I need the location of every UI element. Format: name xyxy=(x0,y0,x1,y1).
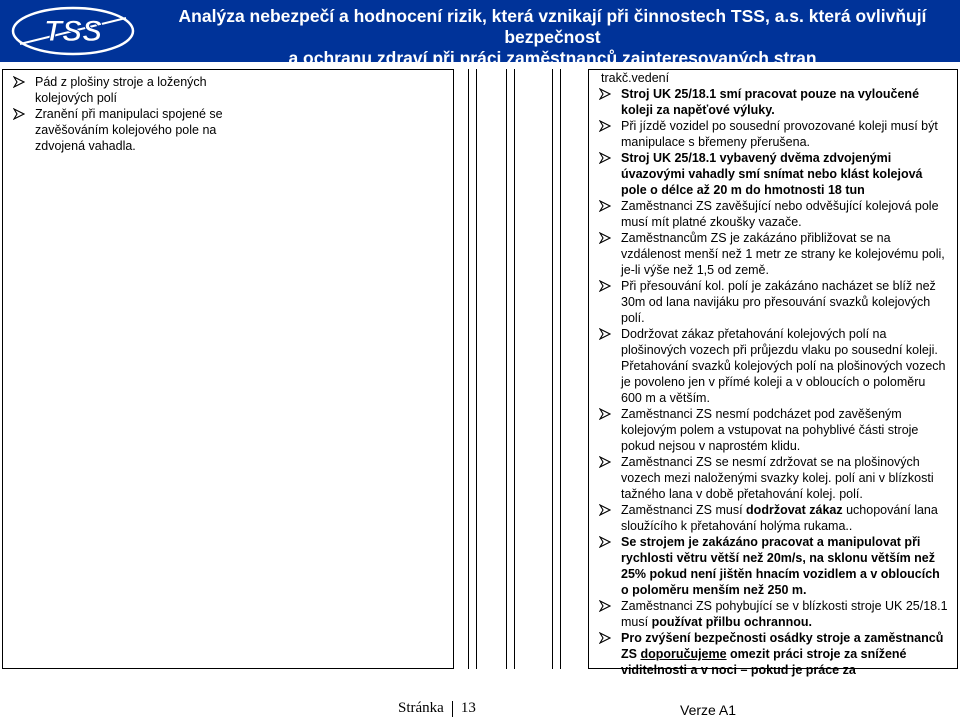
measure-text: uchopování lana sloužícího k přetahování holýma rukama.. xyxy=(621,503,938,533)
arrow-bullet-icon xyxy=(599,200,611,212)
measure-item xyxy=(599,326,949,406)
measure-text: Pro zvýšení bezpečnosti osádky stroje a zaměstnanců ZS xyxy=(621,631,944,661)
measure-item xyxy=(599,198,949,230)
hazard-list xyxy=(13,74,263,154)
measure-text: Stroj UK 25/18.1 smí pracovat pouze na vyloučené koleji za napěťové výluky. xyxy=(621,87,920,117)
title-line-1: Analýza nebezpečí a hodnocení rizik, která vznikají při činnostech TSS, a.s. která ovlivňují bezpečnost xyxy=(178,6,927,47)
measure-item xyxy=(599,86,949,118)
measure-text: Zaměstnanci ZS zavěšující nebo odvěšující kolejová pole musí mít platné zkoušky vazače. xyxy=(621,199,939,229)
arrow-bullet-icon xyxy=(599,632,611,644)
arrow-bullet-icon xyxy=(599,280,611,292)
measure-text: omezit práci stroje za snížené viditelnosti a v noci – pokud je práce za xyxy=(621,647,907,677)
page-label: Stránka xyxy=(398,700,444,716)
measure-item xyxy=(599,534,949,598)
measure-text: dodržovat zákaz xyxy=(746,503,843,517)
footer-separator xyxy=(452,701,453,717)
column-divider xyxy=(514,69,515,669)
hazard-item xyxy=(13,106,263,154)
arrow-bullet-icon xyxy=(599,504,611,516)
measures-list xyxy=(599,86,949,678)
hazard-item xyxy=(13,74,263,106)
arrow-bullet-icon xyxy=(599,232,611,244)
column-divider xyxy=(552,69,553,669)
measure-text: Zaměstnanci ZS se nesmí zdržovat se na plošinových vozech mezi naloženými svazky kolej. polí ani v blízkosti tažného lana v době přetahování kolej. polí. xyxy=(621,455,934,501)
arrow-bullet-icon xyxy=(599,120,611,132)
column-divider xyxy=(476,69,477,669)
hazard-text: Pád z plošiny stroje a ložených kolejových polí xyxy=(35,75,207,105)
arrow-bullet-icon xyxy=(13,108,25,120)
measure-text: Zaměstnanci ZS nesmí podcházet pod zavěšeným kolejovým polem a vstupovat na pohyblivé části stroje pokud nejsou v naprostém klidu. xyxy=(621,407,919,453)
measures-column xyxy=(588,69,958,677)
arrow-bullet-icon xyxy=(599,536,611,548)
measure-text: Zaměstnanci ZS pohybující se v blízkosti stroje UK 25/18.1 musí xyxy=(621,599,948,629)
measure-item xyxy=(599,150,949,198)
arrow-bullet-icon xyxy=(599,152,611,164)
page-number: 13 xyxy=(460,700,476,716)
arrow-bullet-icon xyxy=(599,600,611,612)
measure-text: doporučujeme xyxy=(640,647,727,661)
arrow-bullet-icon xyxy=(599,88,611,100)
svg-text:TSS: TSS xyxy=(43,15,103,48)
arrow-bullet-icon xyxy=(599,328,611,340)
measure-text: Při přesouvání kol. polí je zakázáno nacházet se blíž než 30m od lana navijáku pro přesouvání svazků kolejových polí. xyxy=(621,279,936,325)
risk-table xyxy=(2,69,958,677)
arrow-bullet-icon xyxy=(599,456,611,468)
measure-item xyxy=(599,630,949,678)
title-line-2: a ochranu zdraví při práci zaměstnanců zainteresovaných stran xyxy=(288,48,817,68)
document-title xyxy=(150,6,955,69)
measure-text: Zaměstnanci ZS musí xyxy=(621,503,747,517)
column-divider xyxy=(560,69,561,669)
measures-continuation: trakč.vedení xyxy=(601,71,670,85)
hazard-column xyxy=(2,69,454,669)
tss-logo xyxy=(8,4,138,58)
measure-item xyxy=(599,230,949,278)
measure-text: Zaměstnancům ZS je zakázáno přibližovat se na vzdálenost menší než 1 metr ze strany ke kolejovému poli, je-li výše než 1,5 od země. xyxy=(621,231,945,277)
measure-text: Stroj UK 25/18.1 vybavený dvěma zdvojenými úvazovými vahadly smí snímat nebo klást kolejová pole o délce až 20 m do hmotnosti 18 tun xyxy=(621,151,923,197)
measure-item xyxy=(599,454,949,502)
measure-item xyxy=(599,118,949,150)
measure-item xyxy=(599,502,949,534)
measure-item xyxy=(599,406,949,454)
empty-columns xyxy=(454,69,588,669)
measure-text: Se strojem je zakázáno pracovat a manipulovat při rychlosti větru větší než 20m/s, na sklonu větším než 25% pokud není jištěn hnacím vozidlem a v obloucích o poloměru menším než 250 m. xyxy=(621,535,940,597)
page-indicator xyxy=(398,700,476,717)
measure-item xyxy=(599,278,949,326)
measure-text: Dodržovat zákaz přetahování kolejových polí na plošinových vozech při průjezdu vlaku po sousední koleji. Přetahování svazků kolejových polí na plošinových vozech je povoleno jen v přímé koleji a v obloucích o poloměru 600 m a větším. xyxy=(621,327,946,405)
document-header xyxy=(0,0,960,68)
column-divider xyxy=(468,69,469,669)
measure-text: používat přilbu ochrannou. xyxy=(651,615,812,629)
measure-text: Při jízdě vozidel po sousední provozované koleji musí být manipulace s břemeny přerušena. xyxy=(621,119,938,149)
arrow-bullet-icon xyxy=(599,408,611,420)
version-label: Verze A1 xyxy=(680,702,737,718)
measure-item xyxy=(599,598,949,630)
hazard-text: Zranění při manipulaci spojené se zavěšováním kolejového pole na zdvojená vahadla. xyxy=(35,107,223,153)
column-divider xyxy=(506,69,507,669)
arrow-bullet-icon xyxy=(13,76,25,88)
